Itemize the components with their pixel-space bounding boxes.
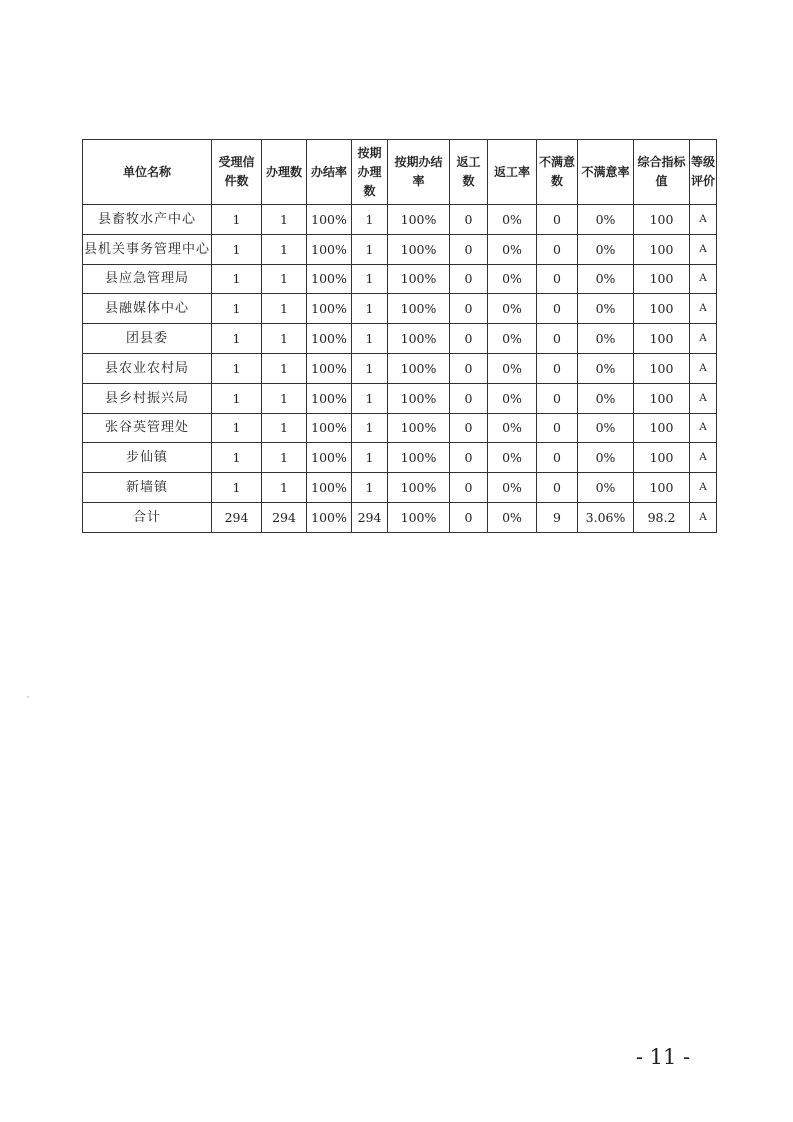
cell-ontime-handled: 1	[352, 443, 388, 473]
cell-received: 1	[212, 413, 262, 443]
header-completion-rate: 办结率	[307, 140, 352, 205]
cell-handled: 1	[262, 205, 307, 235]
scan-speck	[27, 696, 29, 698]
cell-completion-rate: 100%	[307, 264, 352, 294]
cell-rework-rate: 0%	[488, 294, 537, 324]
table-body	[83, 205, 717, 533]
cell-dissatisfied-count: 0	[537, 353, 578, 383]
cell-rework-count: 0	[450, 502, 488, 532]
table-row	[83, 383, 717, 413]
cell-ontime-handled: 1	[352, 294, 388, 324]
cell-dissatisfied-count: 0	[537, 473, 578, 503]
cell-handled: 1	[262, 473, 307, 503]
cell-unit-name: 县农业农村局	[83, 353, 212, 383]
cell-unit-name: 步仙镇	[83, 443, 212, 473]
header-grade: 等级评价	[690, 140, 717, 205]
cell-unit-name: 新墙镇	[83, 473, 212, 503]
cell-dissatisfied-rate: 0%	[578, 383, 634, 413]
cell-composite-index: 100	[634, 294, 690, 324]
cell-dissatisfied-rate: 0%	[578, 294, 634, 324]
cell-grade: A	[690, 294, 717, 324]
header-dissatisfied-count: 不满意数	[537, 140, 578, 205]
cell-unit-name: 县机关事务管理中心	[83, 234, 212, 264]
table-total-row	[83, 502, 717, 532]
cell-completion-rate: 100%	[307, 473, 352, 503]
cell-dissatisfied-count: 0	[537, 413, 578, 443]
table-header-row	[83, 140, 717, 205]
cell-rework-count: 0	[450, 264, 488, 294]
cell-grade: A	[690, 443, 717, 473]
cell-completion-rate: 100%	[307, 353, 352, 383]
table-row	[83, 473, 717, 503]
cell-composite-index: 100	[634, 413, 690, 443]
cell-ontime-handled: 294	[352, 502, 388, 532]
cell-dissatisfied-count: 0	[537, 383, 578, 413]
header-ontime-rate: 按期办结率	[388, 140, 450, 205]
cell-completion-rate: 100%	[307, 383, 352, 413]
cell-received: 1	[212, 473, 262, 503]
cell-dissatisfied-rate: 0%	[578, 324, 634, 354]
cell-ontime-handled: 1	[352, 234, 388, 264]
cell-dissatisfied-count: 0	[537, 264, 578, 294]
header-received: 受理信件数	[212, 140, 262, 205]
cell-dissatisfied-count: 0	[537, 205, 578, 235]
cell-ontime-rate: 100%	[388, 324, 450, 354]
cell-completion-rate: 100%	[307, 443, 352, 473]
cell-ontime-handled: 1	[352, 324, 388, 354]
cell-grade: A	[690, 264, 717, 294]
header-dissatisfied-rate: 不满意率	[578, 140, 634, 205]
cell-grade: A	[690, 324, 717, 354]
cell-handled: 1	[262, 234, 307, 264]
cell-received: 1	[212, 383, 262, 413]
cell-ontime-rate: 100%	[388, 234, 450, 264]
cell-received: 1	[212, 264, 262, 294]
table-row	[83, 264, 717, 294]
cell-dissatisfied-count: 0	[537, 234, 578, 264]
page-number: - 11 -	[635, 1045, 691, 1069]
cell-dissatisfied-rate: 0%	[578, 473, 634, 503]
cell-rework-rate: 0%	[488, 413, 537, 443]
cell-handled: 1	[262, 413, 307, 443]
cell-handled: 1	[262, 294, 307, 324]
cell-composite-index: 100	[634, 353, 690, 383]
cell-completion-rate: 100%	[307, 294, 352, 324]
table-row	[83, 353, 717, 383]
cell-unit-name: 张谷英管理处	[83, 413, 212, 443]
header-rework-rate: 返工率	[488, 140, 537, 205]
cell-unit-name: 县畜牧水产中心	[83, 205, 212, 235]
cell-rework-count: 0	[450, 234, 488, 264]
cell-rework-count: 0	[450, 473, 488, 503]
cell-rework-rate: 0%	[488, 383, 537, 413]
complaint-handling-table	[82, 139, 717, 533]
cell-grade: A	[690, 205, 717, 235]
cell-rework-rate: 0%	[488, 324, 537, 354]
cell-grade: A	[690, 413, 717, 443]
cell-ontime-rate: 100%	[388, 413, 450, 443]
cell-ontime-handled: 1	[352, 205, 388, 235]
cell-handled: 1	[262, 383, 307, 413]
cell-ontime-handled: 1	[352, 383, 388, 413]
header-unit-name: 单位名称	[83, 140, 212, 205]
cell-handled: 1	[262, 264, 307, 294]
cell-dissatisfied-count: 9	[537, 502, 578, 532]
cell-unit-name: 合计	[83, 502, 212, 532]
cell-completion-rate: 100%	[307, 413, 352, 443]
cell-ontime-rate: 100%	[388, 502, 450, 532]
cell-dissatisfied-rate: 0%	[578, 264, 634, 294]
cell-unit-name: 县乡村振兴局	[83, 383, 212, 413]
cell-rework-count: 0	[450, 205, 488, 235]
cell-dissatisfied-rate: 0%	[578, 413, 634, 443]
cell-dissatisfied-rate: 0%	[578, 234, 634, 264]
cell-rework-rate: 0%	[488, 264, 537, 294]
table-row	[83, 443, 717, 473]
cell-ontime-rate: 100%	[388, 205, 450, 235]
table-row	[83, 294, 717, 324]
cell-ontime-handled: 1	[352, 353, 388, 383]
table-row	[83, 234, 717, 264]
cell-received: 294	[212, 502, 262, 532]
cell-rework-rate: 0%	[488, 234, 537, 264]
cell-completion-rate: 100%	[307, 324, 352, 354]
cell-composite-index: 100	[634, 205, 690, 235]
cell-composite-index: 100	[634, 443, 690, 473]
cell-dissatisfied-rate: 0%	[578, 353, 634, 383]
cell-composite-index: 100	[634, 234, 690, 264]
header-handled: 办理数	[262, 140, 307, 205]
cell-rework-rate: 0%	[488, 443, 537, 473]
cell-grade: A	[690, 473, 717, 503]
cell-completion-rate: 100%	[307, 502, 352, 532]
cell-received: 1	[212, 234, 262, 264]
cell-grade: A	[690, 383, 717, 413]
cell-grade: A	[690, 502, 717, 532]
cell-rework-count: 0	[450, 443, 488, 473]
cell-composite-index: 100	[634, 473, 690, 503]
cell-dissatisfied-rate: 0%	[578, 443, 634, 473]
cell-unit-name: 团县委	[83, 324, 212, 354]
cell-received: 1	[212, 324, 262, 354]
cell-composite-index: 100	[634, 383, 690, 413]
cell-composite-index: 98.2	[634, 502, 690, 532]
cell-completion-rate: 100%	[307, 234, 352, 264]
cell-rework-rate: 0%	[488, 205, 537, 235]
cell-dissatisfied-rate: 0%	[578, 205, 634, 235]
cell-dissatisfied-count: 0	[537, 294, 578, 324]
header-ontime-handled: 按期办理数	[352, 140, 388, 205]
cell-unit-name: 县融媒体中心	[83, 294, 212, 324]
cell-received: 1	[212, 205, 262, 235]
cell-grade: A	[690, 234, 717, 264]
table-row	[83, 205, 717, 235]
cell-handled: 1	[262, 443, 307, 473]
cell-rework-rate: 0%	[488, 473, 537, 503]
cell-rework-count: 0	[450, 324, 488, 354]
cell-dissatisfied-count: 0	[537, 443, 578, 473]
cell-ontime-rate: 100%	[388, 353, 450, 383]
cell-rework-rate: 0%	[488, 502, 537, 532]
cell-ontime-rate: 100%	[388, 264, 450, 294]
cell-rework-rate: 0%	[488, 353, 537, 383]
cell-received: 1	[212, 443, 262, 473]
cell-rework-count: 0	[450, 383, 488, 413]
header-rework-count: 返工数	[450, 140, 488, 205]
header-composite-index: 综合指标值	[634, 140, 690, 205]
table-row	[83, 324, 717, 354]
cell-ontime-rate: 100%	[388, 473, 450, 503]
cell-ontime-rate: 100%	[388, 383, 450, 413]
cell-composite-index: 100	[634, 324, 690, 354]
cell-unit-name: 县应急管理局	[83, 264, 212, 294]
cell-handled: 1	[262, 353, 307, 383]
cell-ontime-handled: 1	[352, 264, 388, 294]
cell-ontime-rate: 100%	[388, 294, 450, 324]
cell-rework-count: 0	[450, 413, 488, 443]
cell-composite-index: 100	[634, 264, 690, 294]
cell-dissatisfied-count: 0	[537, 324, 578, 354]
cell-handled: 1	[262, 324, 307, 354]
cell-rework-count: 0	[450, 353, 488, 383]
cell-received: 1	[212, 353, 262, 383]
cell-handled: 294	[262, 502, 307, 532]
cell-grade: A	[690, 353, 717, 383]
cell-ontime-handled: 1	[352, 413, 388, 443]
cell-ontime-rate: 100%	[388, 443, 450, 473]
cell-received: 1	[212, 294, 262, 324]
cell-completion-rate: 100%	[307, 205, 352, 235]
cell-ontime-handled: 1	[352, 473, 388, 503]
table-row	[83, 413, 717, 443]
cell-rework-count: 0	[450, 294, 488, 324]
cell-dissatisfied-rate: 3.06%	[578, 502, 634, 532]
